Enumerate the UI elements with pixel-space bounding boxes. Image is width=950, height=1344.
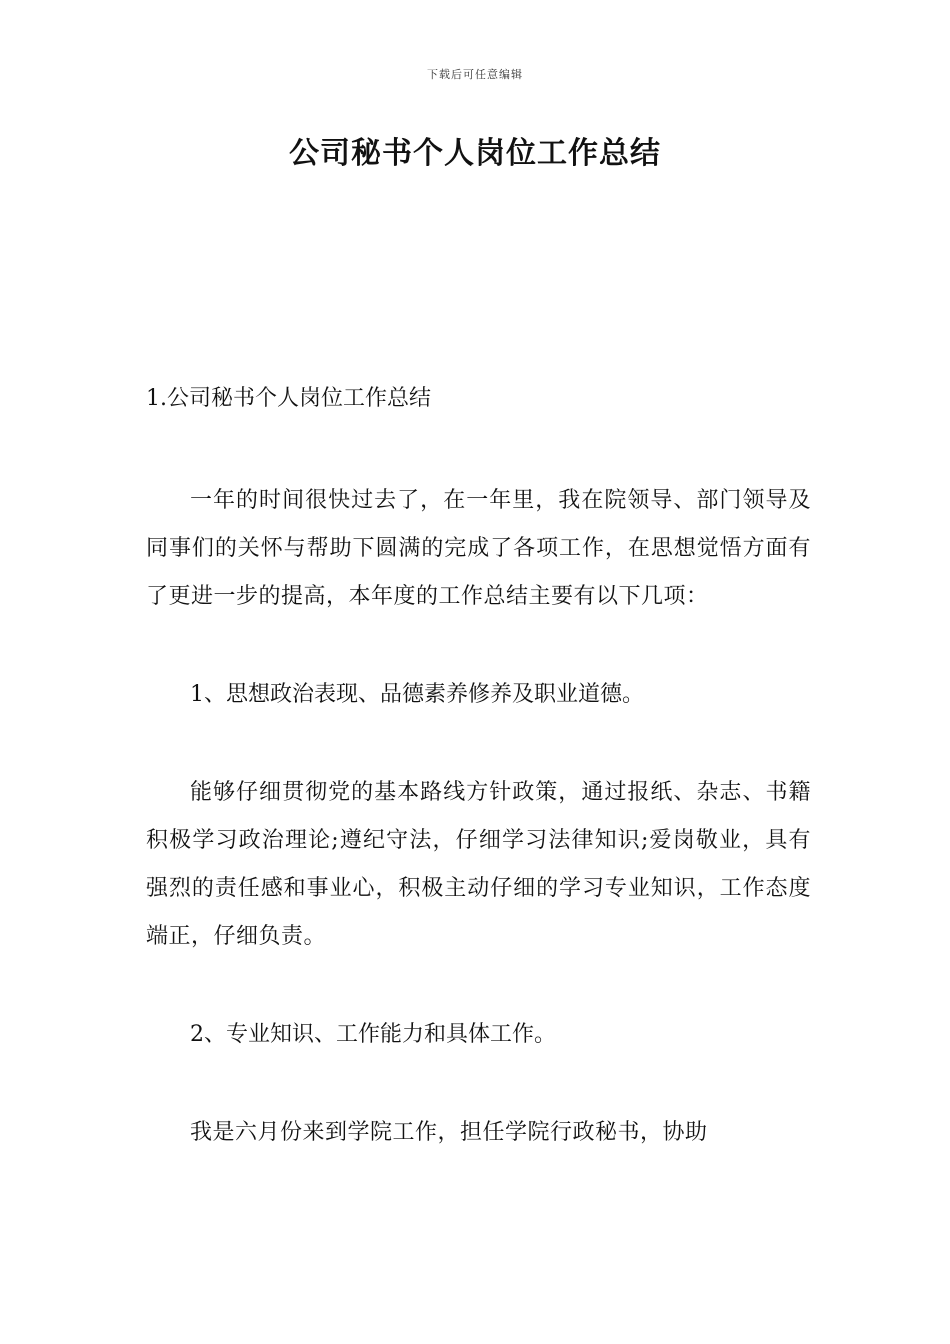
header-note: 下载后可任意编辑 bbox=[427, 68, 523, 81]
subheading-professional: 2、专业知识、工作能力和具体工作。 bbox=[190, 1022, 556, 1047]
section-heading: 1.公司秘书个人岗位工作总结 bbox=[146, 386, 431, 411]
paragraph-ideology: 能够仔细贯彻党的基本路线方针政策，通过报纸、杂志、书籍积极学习政治理论;遵纪守法，仔细学习法律知识;爱岗敬业，具有强烈的责任感和事业心，积极主动仔细的学习专业知识，工作态度端正，仔细负责。 bbox=[146, 780, 811, 949]
document-body bbox=[146, 380, 811, 1207]
document-title: 公司秘书个人岗位工作总结 bbox=[289, 136, 661, 171]
paragraph-intro: 一年的时间很快过去了，在一年里，我在院领导、部门领导及同事们的关怀与帮助下圆满的完成了各项工作，在思想觉悟方面有了更进一步的提高，本年度的工作总结主要有以下几项： bbox=[146, 488, 811, 609]
paragraph-professional: 我是六月份来到学院工作，担任学院行政秘书，协助 bbox=[190, 1120, 708, 1145]
subheading-ideology: 1、思想政治表现、品德素养修养及职业道德。 bbox=[190, 682, 644, 707]
